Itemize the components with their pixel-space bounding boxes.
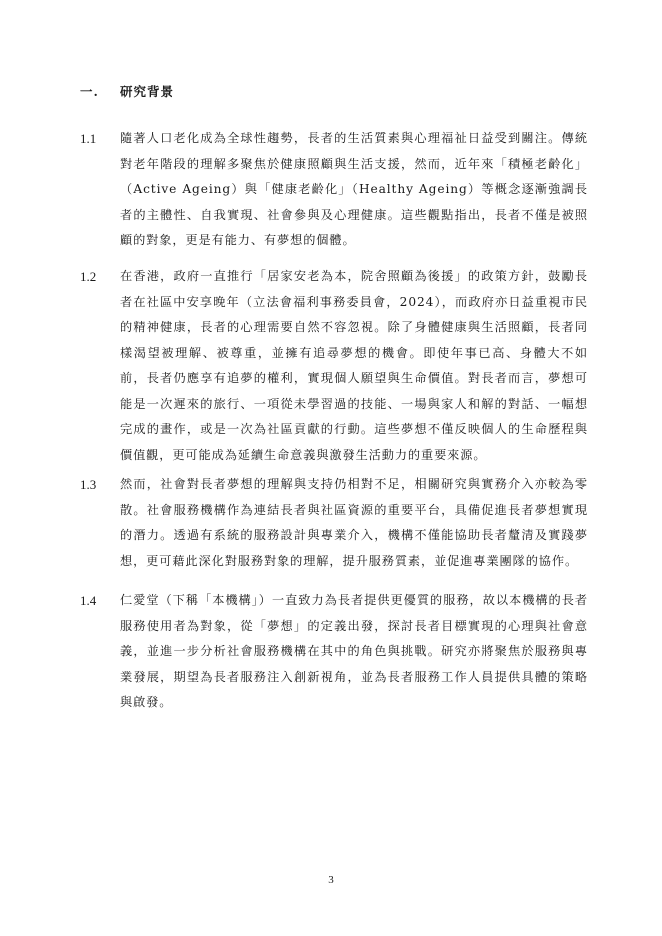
paragraph-text: 然而，社會對長者夢想的理解與支持仍相對不足，相關研究與實務介入亦較為零散。社會服務機構作為連結長者與社區資源的重要平台，具備促進長者夢想實現的潛力。透過有系統的服務設計與專業介入，機構不僅能協助長者釐清及實踐夢想，更可藉此深化對服務對象的理解，提升服務質素，並促進專業團隊的協作。 [120, 477, 588, 568]
paragraph-number: 1.4 [80, 593, 97, 608]
section-title: 研究背景 [120, 84, 175, 99]
section-heading [80, 83, 174, 101]
paragraph-text: 仁愛堂（下稱「本機構」）一直致力為長者提供更優質的服務，故以本機構的長者服務使用者為對象，從「夢想」的定義出發，探討長者目標實現的心理與社會意義，並進一步分析社會服務機構在其中的角色與挑戰。研究亦將聚焦於服務與專業發展，期望為長者服務注入創新視角，並為長者服務工作人員提供具體的策略與啟發。 [120, 593, 588, 709]
paragraph-text: 隨著人口老化成為全球性趨勢，長者的生活質素與心理福祉日益受到關注。傳統對老年階段的理解多聚焦於健康照顧與生活支援，然而，近年來「積極老齡化」（Active Ageing）與「健康老齡化」（Healthy Ageing）等概念逐漸強調長者的主體性、自我實現、社會參與及心理健康。這些觀點指出，長者不僅是被照顧的對象，更是有能力、有夢想的個體。 [120, 131, 588, 247]
page-number: 3 [328, 874, 334, 886]
paragraph-1-2 [80, 264, 588, 468]
paragraph-number: 1.2 [80, 269, 97, 284]
paragraph-number: 1.3 [80, 477, 97, 492]
paragraph-1-4 [80, 588, 588, 716]
paragraph-1-1 [80, 126, 588, 254]
paragraph-1-3 [80, 472, 588, 574]
paragraph-number: 1.1 [80, 131, 97, 146]
paragraph-text: 在香港，政府一直推行「居家安老為本，院舍照顧為後援」的政策方針，鼓勵長者在社區中安享晚年（立法會福利事務委員會，2024），而政府亦日益重視市民的精神健康，長者的心理需要自然不容忽視。除了身體健康與生活照顧，長者同樣渴望被理解、被尊重，並擁有追尋夢想的機會。即使年事已高、身體大不如前，長者仍應享有追夢的權利，實現個人願望與生命價值。對長者而言，夢想可能是一次遲來的旅行、一項從未學習過的技能、一場與家人和解的對話、一幅想完成的畫作，或是一次為社區貢獻的行動。這些夢想不僅反映個人的生命歷程與價值觀，更可能成為延續生命意義與激發生活動力的重要來源。 [120, 269, 588, 462]
section-number: 一. [80, 84, 99, 99]
